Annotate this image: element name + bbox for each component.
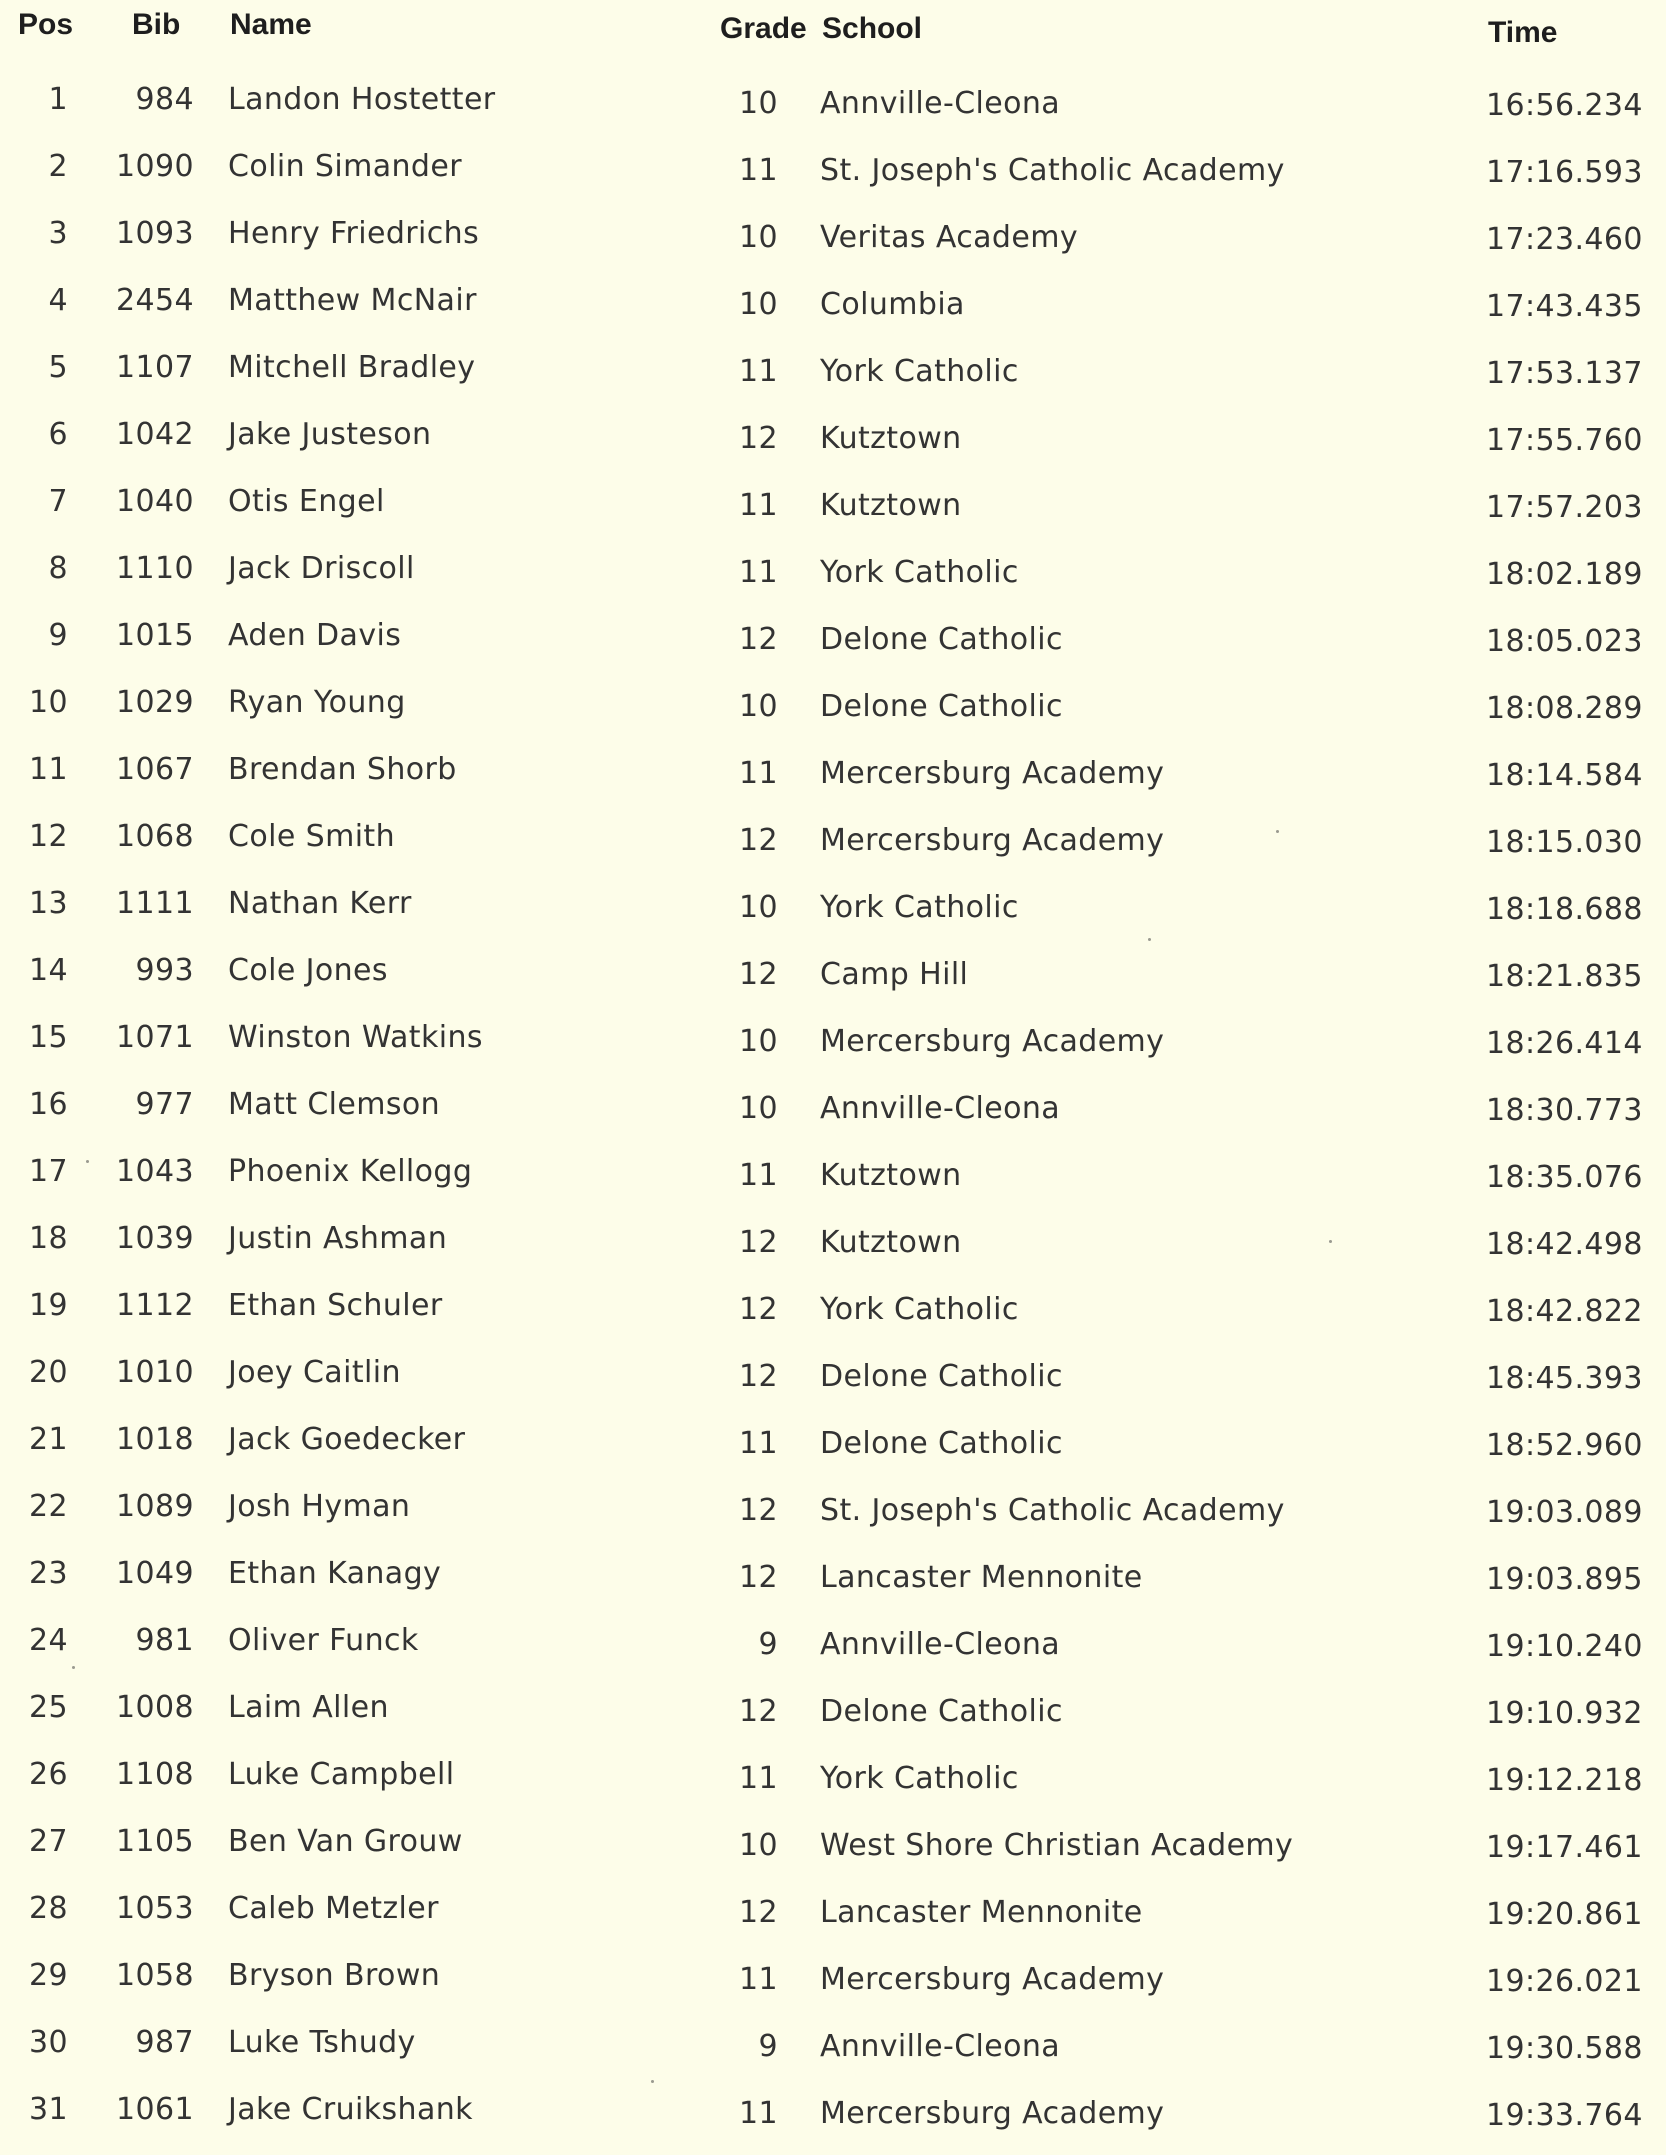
row-name: Phoenix Kellogg xyxy=(228,1154,473,1189)
row-name: Nathan Kerr xyxy=(228,886,412,921)
table-row xyxy=(0,882,1666,949)
row-time: 18:02.189 xyxy=(1486,557,1643,592)
row-grade: 12 xyxy=(739,957,778,992)
row-school: York Catholic xyxy=(820,1292,1019,1327)
row-pos: 2 xyxy=(48,149,68,184)
row-school: Columbia xyxy=(820,287,965,322)
table-row xyxy=(0,1150,1666,1217)
row-pos: 21 xyxy=(29,1422,68,1457)
row-bib: 1015 xyxy=(116,618,194,653)
row-grade: 12 xyxy=(739,1560,778,1595)
row-name: Luke Tshudy xyxy=(228,2025,416,2060)
row-bib: 1058 xyxy=(116,1958,194,1993)
row-bib: 1110 xyxy=(116,551,194,586)
row-school: West Shore Christian Academy xyxy=(820,1828,1294,1863)
row-bib: 1061 xyxy=(116,2092,194,2127)
row-grade: 9 xyxy=(758,1627,778,1662)
row-pos: 16 xyxy=(29,1087,68,1122)
row-pos: 1 xyxy=(48,82,68,117)
row-bib: 1090 xyxy=(116,149,194,184)
row-bib: 1108 xyxy=(116,1757,194,1792)
table-row xyxy=(0,1083,1666,1150)
row-bib: 1029 xyxy=(116,685,194,720)
table-row xyxy=(0,1485,1666,1552)
row-pos: 22 xyxy=(29,1489,68,1524)
row-bib: 1010 xyxy=(116,1355,194,1390)
row-school: St. Joseph's Catholic Academy xyxy=(820,1493,1285,1528)
row-time: 17:23.460 xyxy=(1486,222,1643,257)
row-bib: 993 xyxy=(135,953,194,988)
row-grade: 12 xyxy=(739,1292,778,1327)
row-grade: 11 xyxy=(739,488,778,523)
row-grade: 11 xyxy=(739,153,778,188)
row-name: Jake Cruikshank xyxy=(228,2092,473,2127)
row-school: Kutztown xyxy=(820,488,962,523)
row-bib: 981 xyxy=(135,1623,194,1658)
table-row xyxy=(0,547,1666,614)
row-school: York Catholic xyxy=(820,354,1019,389)
row-grade: 11 xyxy=(739,1962,778,1997)
table-row xyxy=(0,1887,1666,1954)
table-row xyxy=(0,949,1666,1016)
row-bib: 1071 xyxy=(116,1020,194,1055)
row-time: 18:21.835 xyxy=(1486,959,1643,994)
row-bib: 1043 xyxy=(116,1154,194,1189)
row-time: 16:56.234 xyxy=(1486,88,1643,123)
row-pos: 26 xyxy=(29,1757,68,1792)
row-grade: 10 xyxy=(739,689,778,724)
row-time: 19:03.089 xyxy=(1486,1495,1643,1530)
row-pos: 10 xyxy=(29,685,68,720)
row-time: 18:30.773 xyxy=(1486,1093,1643,1128)
row-time: 19:12.218 xyxy=(1486,1763,1643,1798)
row-name: Winston Watkins xyxy=(228,1020,483,1055)
row-school: Mercersburg Academy xyxy=(820,1962,1165,1997)
header-grade: Grade xyxy=(720,12,807,45)
row-time: 19:03.895 xyxy=(1486,1562,1643,1597)
row-name: Otis Engel xyxy=(228,484,385,519)
row-grade: 10 xyxy=(739,220,778,255)
row-pos: 11 xyxy=(29,752,68,787)
row-bib: 1089 xyxy=(116,1489,194,1524)
row-pos: 27 xyxy=(29,1824,68,1859)
row-name: Jake Justeson xyxy=(228,417,432,452)
row-pos: 30 xyxy=(29,2025,68,2060)
table-row xyxy=(0,1418,1666,1485)
row-name: Brendan Shorb xyxy=(228,752,457,787)
row-pos: 19 xyxy=(29,1288,68,1323)
row-time: 18:42.498 xyxy=(1486,1227,1643,1262)
scan-speck xyxy=(72,1666,75,1669)
row-time: 18:52.960 xyxy=(1486,1428,1643,1463)
row-school: York Catholic xyxy=(820,890,1019,925)
row-grade: 12 xyxy=(739,1694,778,1729)
row-name: Caleb Metzler xyxy=(228,1891,439,1926)
table-row xyxy=(0,1820,1666,1887)
row-school: Delone Catholic xyxy=(820,1426,1063,1461)
row-grade: 12 xyxy=(739,1895,778,1930)
table-row xyxy=(0,681,1666,748)
row-school: Veritas Academy xyxy=(820,220,1078,255)
header-name: Name xyxy=(230,8,312,41)
row-name: Joey Caitlin xyxy=(228,1355,401,1390)
table-row xyxy=(0,1016,1666,1083)
row-time: 19:20.861 xyxy=(1486,1897,1643,1932)
row-grade: 10 xyxy=(739,287,778,322)
row-bib: 2454 xyxy=(116,283,194,318)
row-time: 17:53.137 xyxy=(1486,356,1643,391)
row-grade: 11 xyxy=(739,756,778,791)
row-time: 17:57.203 xyxy=(1486,490,1643,525)
header-school: School xyxy=(822,12,923,45)
row-name: Ryan Young xyxy=(228,685,406,720)
row-grade: 12 xyxy=(739,1225,778,1260)
row-school: Mercersburg Academy xyxy=(820,823,1165,858)
row-bib: 1093 xyxy=(116,216,194,251)
row-bib: 984 xyxy=(135,82,194,117)
results-table-body xyxy=(0,78,1666,2155)
row-name: Matthew McNair xyxy=(228,283,477,318)
row-time: 17:55.760 xyxy=(1486,423,1643,458)
row-time: 18:35.076 xyxy=(1486,1160,1643,1195)
row-school: St. Joseph's Catholic Academy xyxy=(820,153,1285,188)
row-grade: 9 xyxy=(758,2029,778,2064)
row-grade: 10 xyxy=(739,1828,778,1863)
table-row xyxy=(0,1954,1666,2021)
row-school: Delone Catholic xyxy=(820,1359,1063,1394)
row-pos: 5 xyxy=(48,350,68,385)
table-row xyxy=(0,145,1666,212)
row-time: 17:43.435 xyxy=(1486,289,1643,324)
row-grade: 10 xyxy=(739,1024,778,1059)
row-bib: 1040 xyxy=(116,484,194,519)
row-pos: 4 xyxy=(48,283,68,318)
row-time: 18:08.289 xyxy=(1486,691,1643,726)
row-name: Ethan Schuler xyxy=(228,1288,443,1323)
table-row xyxy=(0,413,1666,480)
row-grade: 12 xyxy=(739,1493,778,1528)
scan-speck xyxy=(1329,1240,1332,1243)
scan-speck xyxy=(86,1160,89,1163)
results-header-row xyxy=(0,0,1666,70)
table-row xyxy=(0,748,1666,815)
row-pos: 17 xyxy=(29,1154,68,1189)
row-grade: 11 xyxy=(739,1158,778,1193)
row-pos: 20 xyxy=(29,1355,68,1390)
row-bib: 1067 xyxy=(116,752,194,787)
row-name: Landon Hostetter xyxy=(228,82,496,117)
row-pos: 18 xyxy=(29,1221,68,1256)
row-pos: 8 xyxy=(48,551,68,586)
row-pos: 12 xyxy=(29,819,68,854)
row-school: Kutztown xyxy=(820,1225,962,1260)
row-grade: 11 xyxy=(739,2096,778,2131)
row-bib: 1105 xyxy=(116,1824,194,1859)
table-row xyxy=(0,480,1666,547)
row-name: Josh Hyman xyxy=(228,1489,411,1524)
row-time: 18:05.023 xyxy=(1486,624,1643,659)
row-grade: 11 xyxy=(739,1426,778,1461)
row-school: Lancaster Mennonite xyxy=(820,1895,1143,1930)
row-school: Annville-Cleona xyxy=(820,1627,1061,1662)
table-row xyxy=(0,815,1666,882)
row-time: 18:26.414 xyxy=(1486,1026,1643,1061)
row-grade: 12 xyxy=(739,823,778,858)
row-time: 18:18.688 xyxy=(1486,892,1643,927)
row-grade: 11 xyxy=(739,354,778,389)
row-school: Delone Catholic xyxy=(820,689,1063,724)
scan-speck xyxy=(651,2080,654,2083)
row-time: 18:14.584 xyxy=(1486,758,1643,793)
row-bib: 1042 xyxy=(116,417,194,452)
row-name: Justin Ashman xyxy=(228,1221,448,1256)
row-pos: 28 xyxy=(29,1891,68,1926)
row-pos: 7 xyxy=(48,484,68,519)
table-row xyxy=(0,212,1666,279)
row-bib: 987 xyxy=(135,2025,194,2060)
row-time: 18:15.030 xyxy=(1486,825,1643,860)
table-row xyxy=(0,1619,1666,1686)
row-school: Kutztown xyxy=(820,421,962,456)
row-name: Colin Simander xyxy=(228,149,462,184)
row-grade: 11 xyxy=(739,1761,778,1796)
row-bib: 1068 xyxy=(116,819,194,854)
row-bib: 1039 xyxy=(116,1221,194,1256)
row-name: Jack Driscoll xyxy=(228,551,415,586)
table-row xyxy=(0,1284,1666,1351)
header-pos: Pos xyxy=(18,8,74,41)
row-pos: 24 xyxy=(29,1623,68,1658)
row-pos: 9 xyxy=(48,618,68,653)
row-name: Laim Allen xyxy=(228,1690,389,1725)
row-grade: 10 xyxy=(739,86,778,121)
row-time: 19:17.461 xyxy=(1486,1830,1643,1865)
row-pos: 13 xyxy=(29,886,68,921)
row-pos: 29 xyxy=(29,1958,68,1993)
row-name: Henry Friedrichs xyxy=(228,216,480,251)
row-bib: 1107 xyxy=(116,350,194,385)
scan-speck xyxy=(1148,938,1151,941)
row-school: Lancaster Mennonite xyxy=(820,1560,1143,1595)
table-row xyxy=(0,1552,1666,1619)
row-time: 18:42.822 xyxy=(1486,1294,1643,1329)
row-grade: 12 xyxy=(739,1359,778,1394)
row-pos: 14 xyxy=(29,953,68,988)
row-time: 19:30.588 xyxy=(1486,2031,1643,2066)
row-bib: 1008 xyxy=(116,1690,194,1725)
row-grade: 11 xyxy=(739,555,778,590)
row-name: Cole Jones xyxy=(228,953,388,988)
row-name: Ben Van Grouw xyxy=(228,1824,463,1859)
row-grade: 10 xyxy=(739,890,778,925)
row-pos: 3 xyxy=(48,216,68,251)
row-name: Aden Davis xyxy=(228,618,402,653)
row-pos: 15 xyxy=(29,1020,68,1055)
row-school: Mercersburg Academy xyxy=(820,756,1165,791)
row-name: Oliver Funck xyxy=(228,1623,419,1658)
row-name: Luke Campbell xyxy=(228,1757,455,1792)
row-bib: 1018 xyxy=(116,1422,194,1457)
row-school: Camp Hill xyxy=(820,957,969,992)
table-row xyxy=(0,1351,1666,1418)
row-school: Mercersburg Academy xyxy=(820,2096,1165,2131)
row-name: Cole Smith xyxy=(228,819,396,854)
row-name: Bryson Brown xyxy=(228,1958,441,1993)
table-row xyxy=(0,1686,1666,1753)
header-time: Time xyxy=(1488,16,1558,49)
row-bib: 1053 xyxy=(116,1891,194,1926)
table-row xyxy=(0,2021,1666,2088)
table-row xyxy=(0,614,1666,681)
row-bib: 977 xyxy=(135,1087,194,1122)
row-time: 19:10.932 xyxy=(1486,1696,1643,1731)
row-name: Mitchell Bradley xyxy=(228,350,476,385)
row-time: 19:26.021 xyxy=(1486,1964,1643,1999)
row-pos: 6 xyxy=(48,417,68,452)
row-grade: 12 xyxy=(739,421,778,456)
table-row xyxy=(0,2088,1666,2155)
table-row xyxy=(0,1217,1666,1284)
header-bib: Bib xyxy=(132,8,181,41)
table-row xyxy=(0,279,1666,346)
table-row xyxy=(0,78,1666,145)
row-bib: 1111 xyxy=(116,886,194,921)
row-school: Mercersburg Academy xyxy=(820,1024,1165,1059)
row-pos: 31 xyxy=(29,2092,68,2127)
row-name: Ethan Kanagy xyxy=(228,1556,442,1591)
row-school: Annville-Cleona xyxy=(820,2029,1061,2064)
table-row xyxy=(0,346,1666,413)
row-time: 19:10.240 xyxy=(1486,1629,1643,1664)
row-pos: 25 xyxy=(29,1690,68,1725)
row-bib: 1049 xyxy=(116,1556,194,1591)
row-school: Kutztown xyxy=(820,1158,962,1193)
scan-speck xyxy=(1276,830,1279,833)
row-time: 17:16.593 xyxy=(1486,155,1643,190)
row-pos: 23 xyxy=(29,1556,68,1591)
row-time: 18:45.393 xyxy=(1486,1361,1643,1396)
row-grade: 10 xyxy=(739,1091,778,1126)
row-name: Jack Goedecker xyxy=(228,1422,466,1457)
table-row xyxy=(0,1753,1666,1820)
row-school: Delone Catholic xyxy=(820,1694,1063,1729)
row-school: Annville-Cleona xyxy=(820,1091,1061,1126)
row-time: 19:33.764 xyxy=(1486,2098,1643,2133)
row-school: Delone Catholic xyxy=(820,622,1063,657)
row-school: York Catholic xyxy=(820,1761,1019,1796)
row-school: Annville-Cleona xyxy=(820,86,1061,121)
row-school: York Catholic xyxy=(820,555,1019,590)
row-bib: 1112 xyxy=(116,1288,194,1323)
row-grade: 12 xyxy=(739,622,778,657)
row-name: Matt Clemson xyxy=(228,1087,441,1122)
